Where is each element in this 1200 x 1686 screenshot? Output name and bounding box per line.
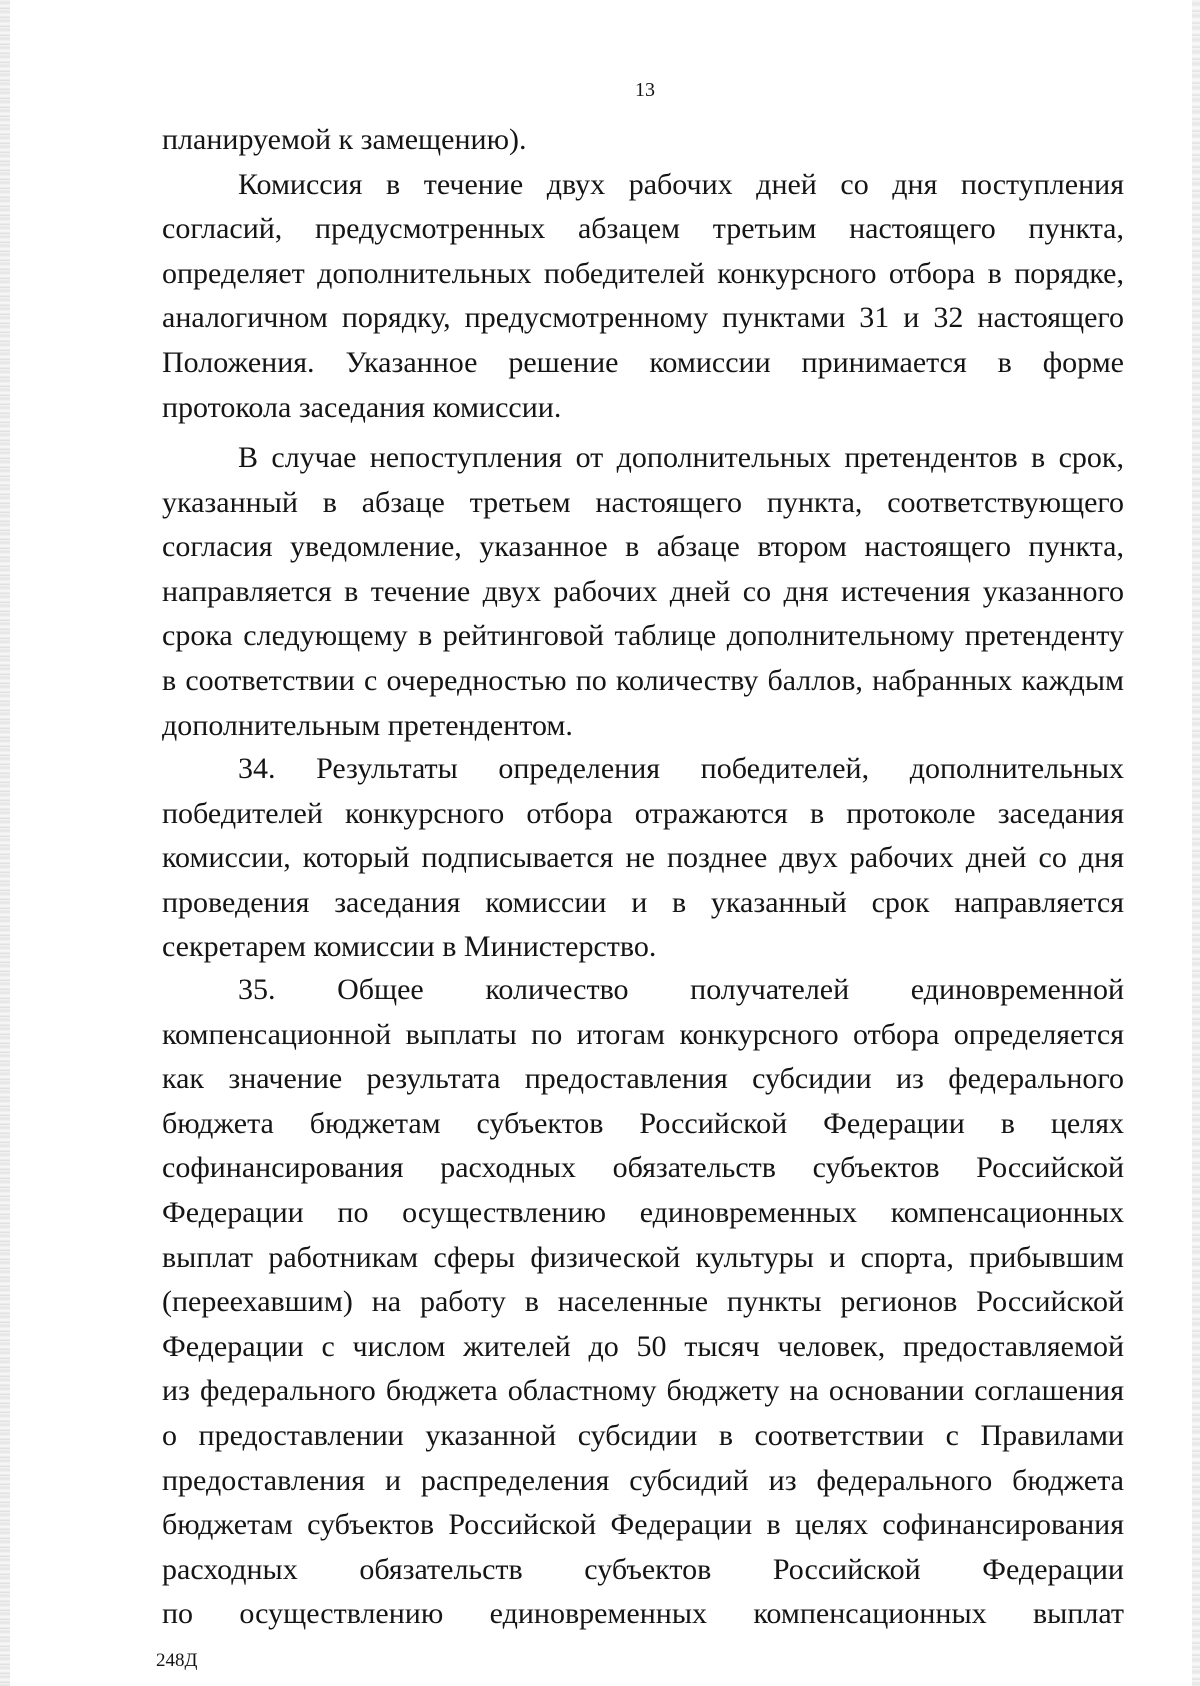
text-line: о предоставлении указанной субсидии в соответствии с Правилами (162, 1418, 1124, 1452)
scan-edge-left (0, 0, 10, 1686)
document-code: 248Д (156, 1650, 198, 1671)
text-line: расходных обязательств субъектов Российской Федерации (162, 1552, 1124, 1586)
page-number: 13 (635, 79, 655, 101)
text-line: определяет дополнительных победителей конкурсного отбора в порядке, (162, 256, 1124, 290)
text-line: Федерации с числом жителей до 50 тысяч человек, предоставляемой (162, 1329, 1124, 1363)
text-line: бюджета бюджетам субъектов Российской Федерации в целях (162, 1106, 1124, 1140)
text-line: 34. Результаты определения победителей, дополнительных (238, 752, 1124, 785)
text-line: из федерального бюджета областному бюджету на основании соглашения (162, 1374, 1124, 1408)
text-line: предоставления и распределения субсидий из федерального бюджета (162, 1463, 1124, 1497)
text-line: софинансирования расходных обязательств субъектов Российской (162, 1151, 1124, 1185)
paragraph-block-1 (162, 118, 1124, 430)
text-line: проведения заседания комиссии и в указанный срок направляется (162, 885, 1124, 919)
text-line: Положения. Указанное решение комиссии принимается в форме (162, 345, 1124, 379)
text-line: согласия уведомление, указанное в абзаце втором настоящего пункта, (162, 530, 1124, 564)
text-line: бюджетам субъектов Российской Федерации в целях софинансирования (162, 1508, 1124, 1542)
text-line: 35. Общее количество получателей единовременной (238, 973, 1124, 1006)
text-line: компенсационной выплаты по итогам конкурсного отбора определяется (162, 1017, 1124, 1051)
text-line: Комиссия в течение двух рабочих дней со дня поступления (238, 167, 1124, 201)
text-line: выплат работникам сферы физической культуры и спорта, прибывшим (162, 1240, 1124, 1274)
text-line: Федерации по осуществлению единовременных компенсационных (162, 1195, 1124, 1229)
text-line: протокола заседания комиссии. (162, 390, 562, 424)
text-line: комиссии, который подписывается не позднее двух рабочих дней со дня (162, 841, 1124, 875)
scan-edge-right (1192, 0, 1200, 1686)
text-line: согласий, предусмотренных абзацем третьим настоящего пункта, (162, 212, 1124, 246)
text-line: (переехавшим) на работу в населенные пункты регионов Российской (162, 1285, 1124, 1319)
text-line: срока следующему в рейтинговой таблице дополнительному претенденту (162, 619, 1124, 653)
text-line: направляется в течение двух рабочих дней со дня истечения указанного (162, 574, 1124, 608)
text-line: победителей конкурсного отбора отражаются в протоколе заседания (162, 796, 1124, 830)
text-line: как значение результата предоставления субсидии из федерального (162, 1062, 1124, 1096)
text-line: дополнительным претендентом. (162, 708, 573, 742)
text-line: В случае непоступления от дополнительных претендентов в срок, (238, 441, 1124, 474)
text-line: секретарем комиссии в Министерство. (162, 930, 657, 964)
text-line: по осуществлению единовременных компенсационных выплат (162, 1597, 1124, 1631)
text-line: в соответствии с очередностью по количеству баллов, набранных каждым (162, 663, 1124, 697)
paragraph-block-2 (162, 436, 1124, 748)
text-line: планируемой к замещению). (162, 123, 527, 156)
text-line: аналогичном порядку, предусмотренному пунктами 31 и 32 настоящего (162, 301, 1124, 335)
paragraph-block-3 (162, 747, 1124, 970)
text-line: указанный в абзаце третьем настоящего пункта, соответствующего (162, 485, 1124, 519)
paragraph-block-4 (162, 968, 1124, 1637)
